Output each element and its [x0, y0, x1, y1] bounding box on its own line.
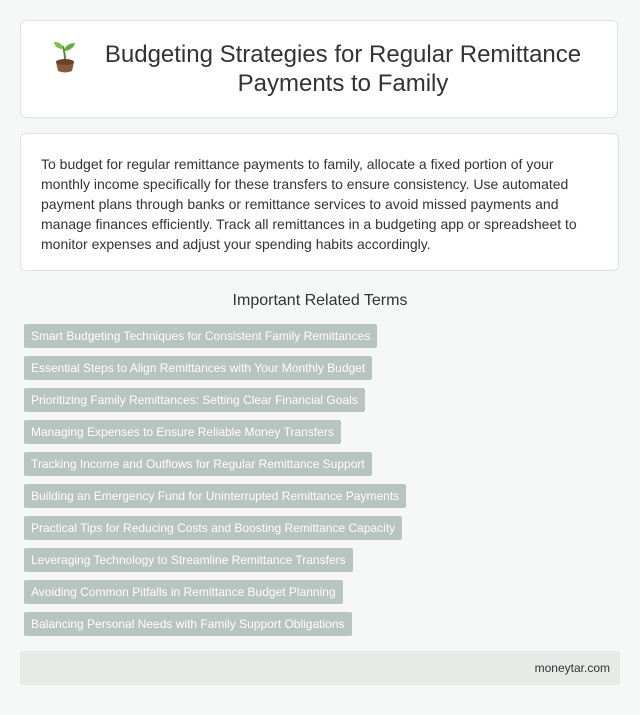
- related-term-tag[interactable]: Avoiding Common Pitfalls in Remittance Budget Planning: [24, 580, 343, 604]
- related-term-tag[interactable]: Building an Emergency Fund for Uninterrupted Remittance Payments: [24, 484, 406, 508]
- related-terms-heading: Important Related Terms: [232, 292, 408, 309]
- related-term-tag[interactable]: Balancing Personal Needs with Family Support Obligations: [24, 612, 352, 636]
- title-wrap: [21, 40, 617, 98]
- related-term-tag[interactable]: Essential Steps to Align Remittances with Your Monthly Budget: [24, 356, 372, 380]
- related-term-tag[interactable]: Prioritizing Family Remittances: Setting Clear Financial Goals: [24, 388, 365, 412]
- related-term-tag[interactable]: Practical Tips for Reducing Costs and Boosting Remittance Capacity: [24, 516, 402, 540]
- related-terms-list: [24, 324, 614, 644]
- seedling-icon: [51, 40, 79, 74]
- summary-card: [20, 133, 619, 271]
- related-term-tag[interactable]: Tracking Income and Outflows for Regular Remittance Support: [24, 452, 372, 476]
- related-term-tag[interactable]: Managing Expenses to Ensure Reliable Money Transfers: [24, 420, 341, 444]
- related-term-tag[interactable]: Leveraging Technology to Streamline Remittance Transfers: [24, 548, 353, 572]
- related-term-tag[interactable]: Smart Budgeting Techniques for Consistent Family Remittances: [24, 324, 377, 348]
- summary-paragraph: To budget for regular remittance payments to family, allocate a fixed portion of your monthly income specifically for these transfers to ensure consistency. Use automated payment plans through banks or remittance services to avoid missed payments and manage finances efficiently. Track all remittances in a budgeting app or spreadsheet to monitor expenses and adjust your spending habits accordingly.: [41, 156, 577, 252]
- site-name[interactable]: moneytar.com: [534, 661, 610, 675]
- footer: [20, 651, 620, 685]
- title-card: [20, 20, 618, 118]
- page-title: Budgeting Strategies for Regular Remittance Payments to Family: [104, 41, 582, 97]
